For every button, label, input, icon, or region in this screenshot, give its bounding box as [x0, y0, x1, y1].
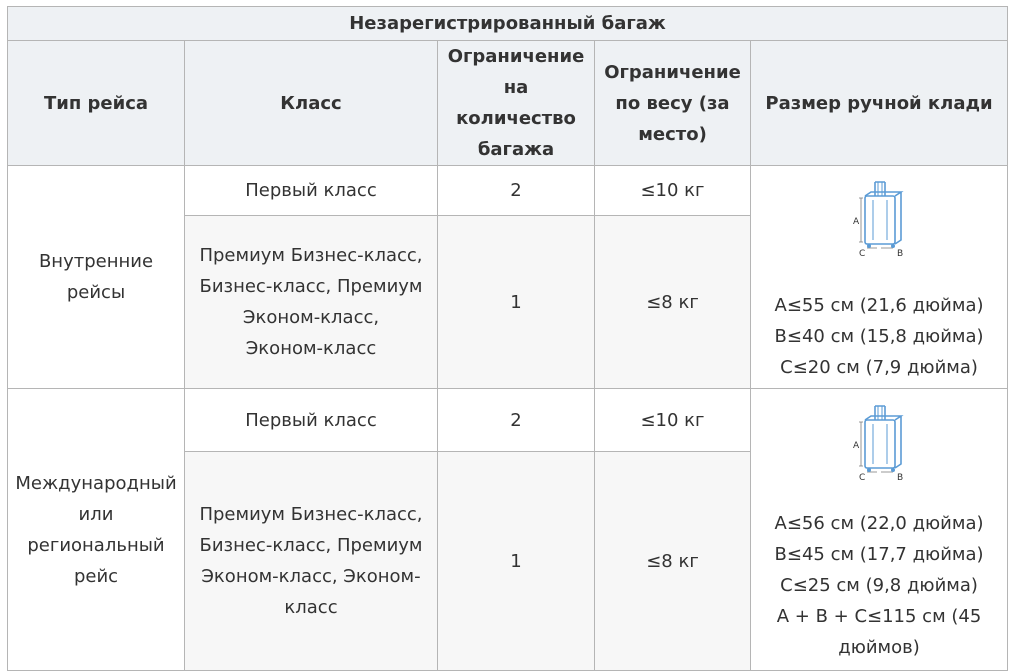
suitcase-diagram-icon: [847, 396, 911, 486]
header-weight-line: Ограничение: [604, 61, 741, 83]
table-title: Незарегистрированный багаж: [8, 7, 1008, 41]
class-line: Премиум Бизнес-класс,: [199, 504, 423, 525]
table-row: [8, 389, 1008, 452]
flight-type-line: Внутренние: [38, 251, 154, 272]
table-row: [8, 166, 1008, 216]
header-count-limit: [438, 41, 595, 166]
class-line: Премиум Бизнес-класс,: [199, 245, 423, 266]
flight-type-domestic: [8, 166, 185, 389]
diagram-label-c: C: [859, 473, 866, 483]
size-line: B≤45 см (17,7 дюйма): [774, 544, 984, 565]
class-line: класс: [284, 597, 338, 618]
class-cell: Первый класс: [185, 166, 438, 216]
header-count-line: на количество: [456, 77, 576, 129]
count-cell: 2: [438, 166, 595, 216]
class-cell: [185, 216, 438, 389]
count-cell: 1: [438, 452, 595, 671]
weight-cell: ≤8 кг: [595, 452, 751, 671]
class-line: Бизнес-класс, Премиум: [199, 276, 423, 297]
size-line: C≤20 см (7,9 дюйма): [780, 356, 978, 378]
flight-type-line: рейс: [73, 565, 119, 587]
hand-size-domestic: [751, 166, 1008, 389]
size-line: B≤40 см (15,8 дюйма): [774, 325, 984, 347]
header-flight-type: Тип рейса: [8, 41, 185, 166]
baggage-table: [7, 6, 1008, 671]
weight-cell: ≤10 кг: [595, 389, 751, 452]
header-weight-limit: [595, 41, 751, 166]
flight-type-line: рейсы: [66, 282, 126, 303]
header-count-line: багажа: [477, 139, 555, 160]
diagram-label-a: A: [853, 216, 860, 227]
diagram-label-b: B: [897, 473, 904, 483]
weight-cell: ≤10 кг: [595, 166, 751, 216]
header-hand-size: Размер ручной клади: [751, 41, 1008, 166]
hand-size-international: [751, 389, 1008, 671]
class-line: Эконом-класс,: [242, 307, 380, 328]
diagram-label-b: B: [897, 248, 904, 259]
weight-cell: ≤8 кг: [595, 216, 751, 389]
size-line: C≤25 см (9,8 дюйма): [780, 575, 978, 596]
class-line: Бизнес-класс, Премиум: [199, 535, 423, 556]
header-count-line: Ограничение: [447, 46, 585, 67]
diagram-label-c: C: [859, 248, 866, 259]
diagram-label-a: A: [853, 441, 860, 451]
flight-type-line: Международный: [15, 472, 177, 494]
count-cell: 2: [438, 389, 595, 452]
class-cell: Первый класс: [185, 389, 438, 452]
flight-type-international: [8, 389, 185, 671]
suitcase-diagram-icon: [847, 172, 911, 262]
size-line: дюймов): [838, 637, 920, 658]
class-cell: [185, 452, 438, 671]
count-cell: 1: [438, 216, 595, 389]
size-line: A≤56 см (22,0 дюйма): [774, 513, 984, 534]
header-weight-line: место): [638, 123, 707, 145]
flight-type-line: или: [78, 503, 114, 525]
header-weight-line: по весу (за: [615, 92, 730, 114]
class-line: Эконом-класс, Эконом-: [201, 566, 421, 587]
size-line: A≤55 см (21,6 дюйма): [774, 294, 984, 316]
flight-type-line: региональный: [27, 534, 165, 556]
size-line: A + B + C≤115 см (45: [776, 606, 982, 627]
class-line: Эконом-класс: [245, 338, 377, 359]
header-class: Класс: [185, 41, 438, 166]
